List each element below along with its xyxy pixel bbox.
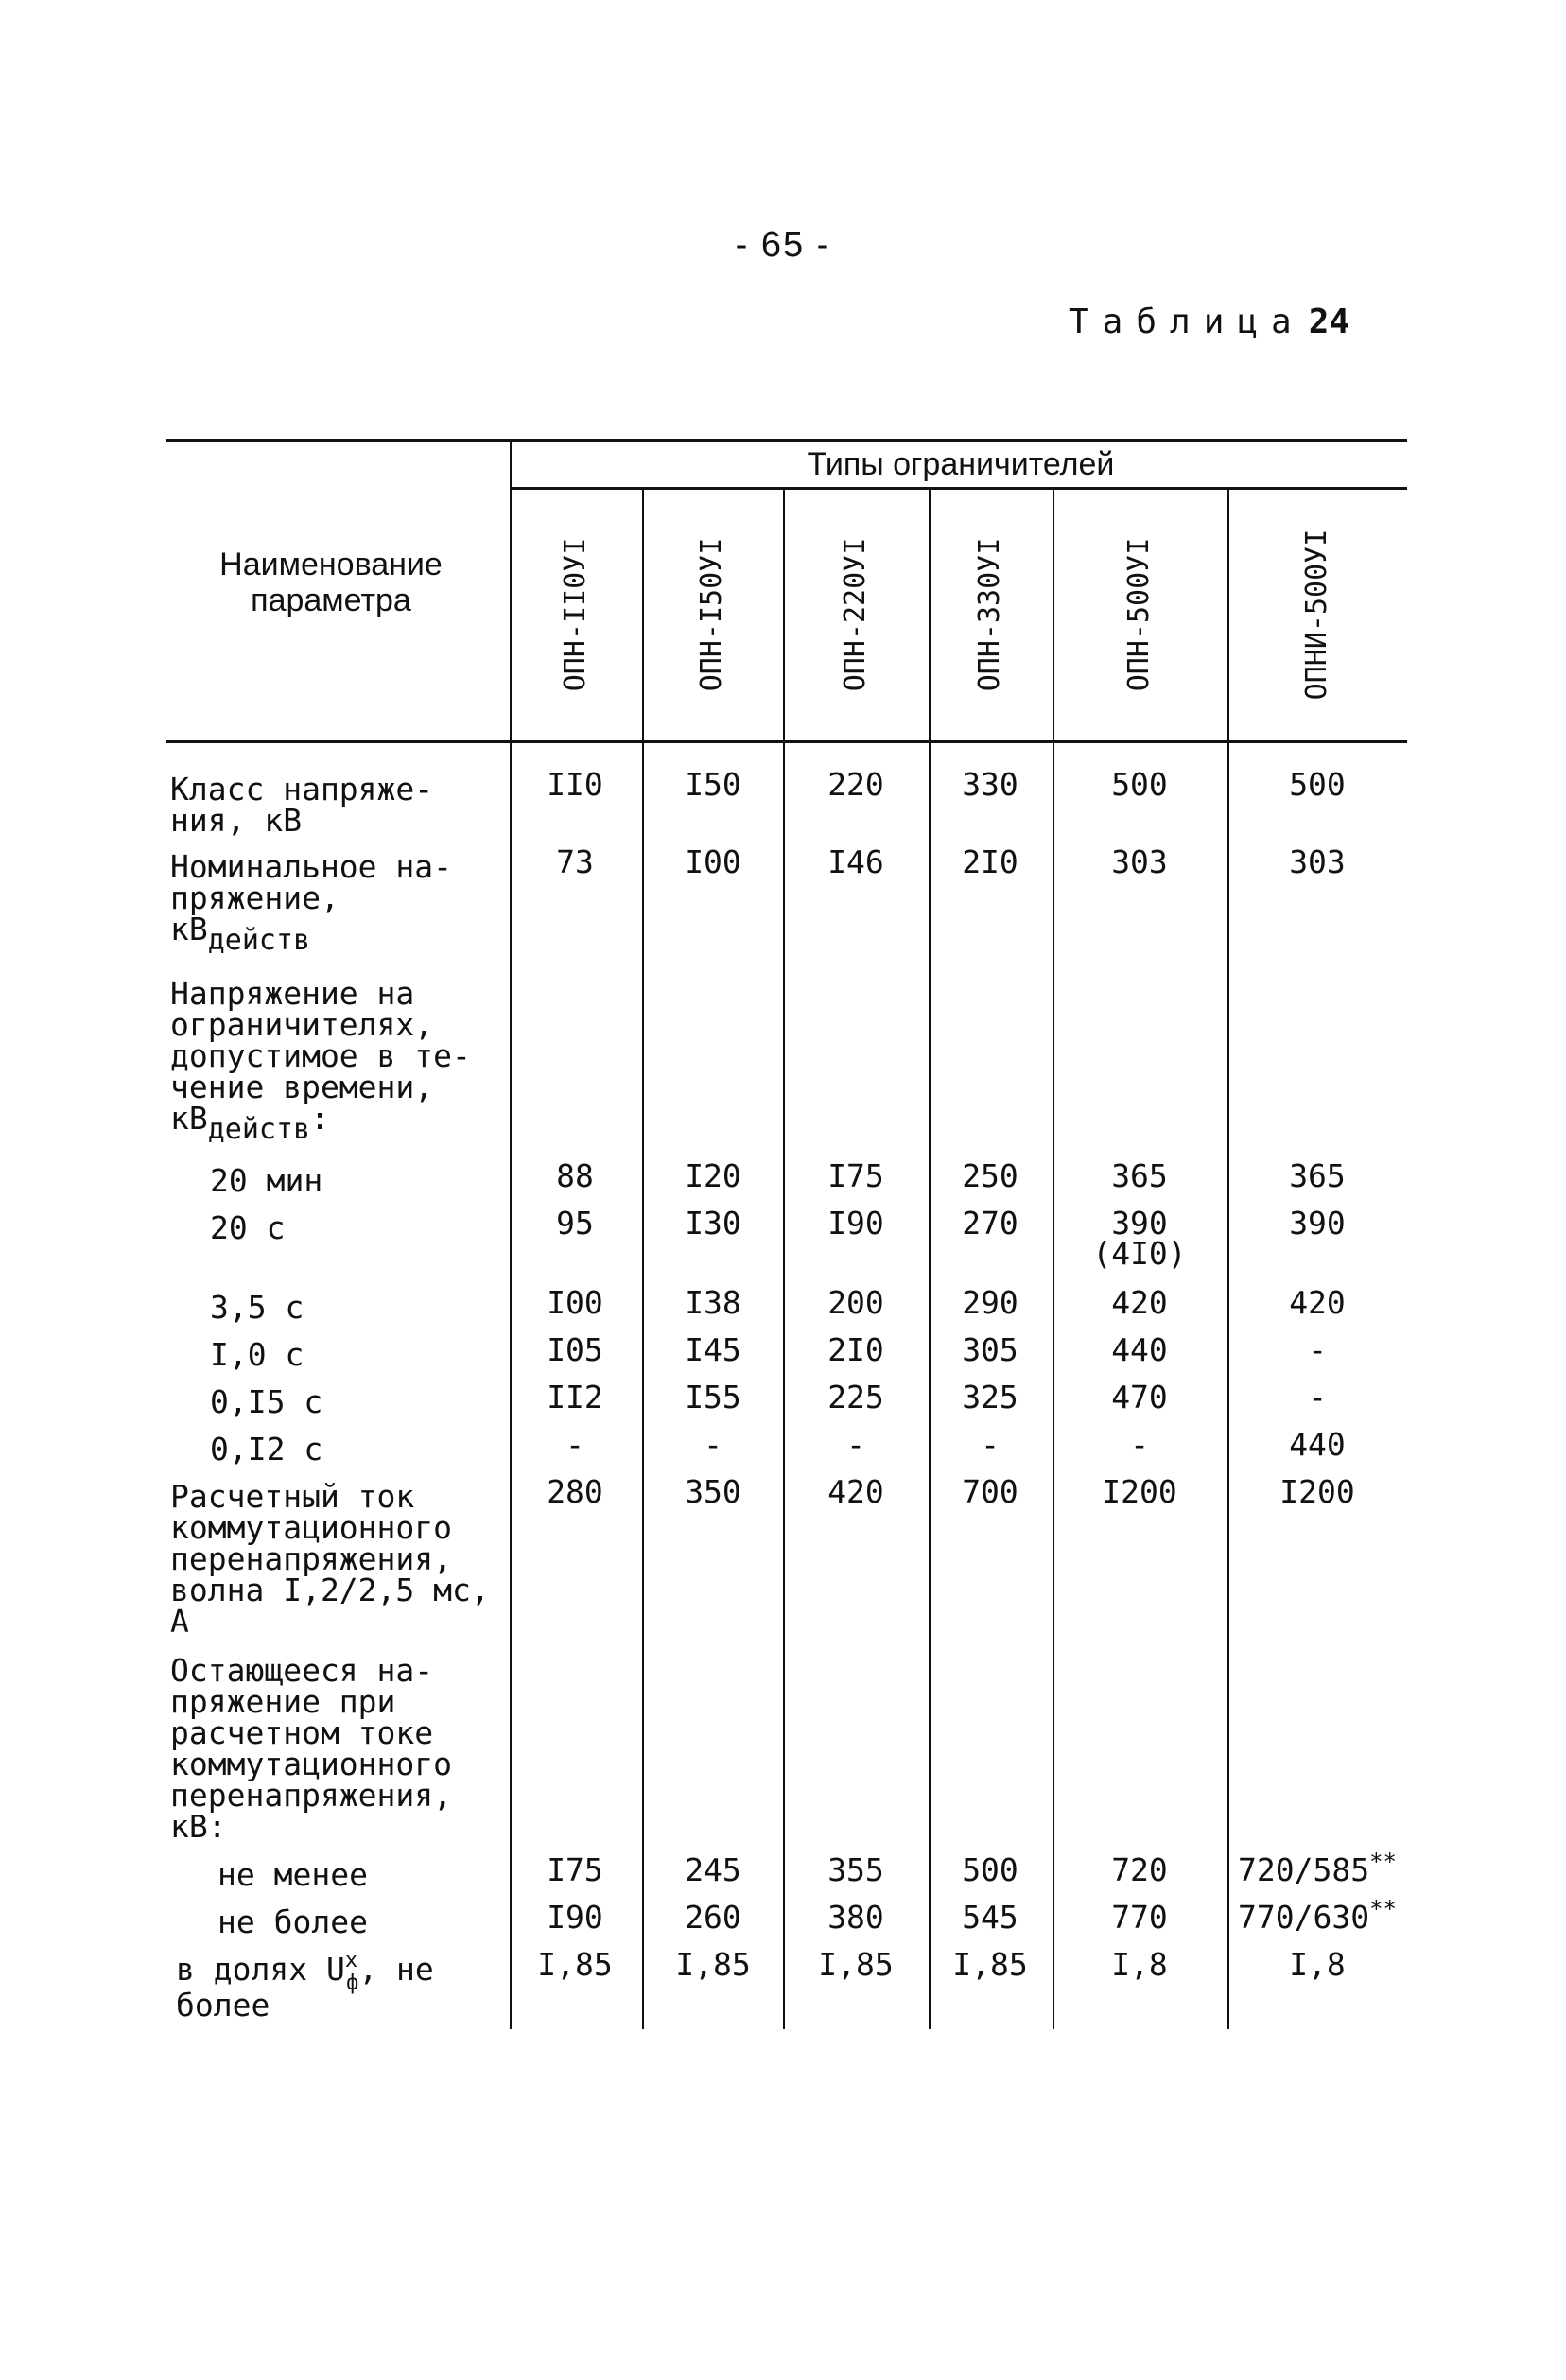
table-cell: I30 bbox=[685, 1205, 741, 1242]
row-label-text: Напряжение на ограничителях, допустимое в те- чение времени, кВ bbox=[170, 975, 471, 1137]
table-cell: 390 bbox=[1289, 1205, 1346, 1242]
table-cell: I,8 bbox=[1111, 1946, 1168, 1983]
row-label bbox=[170, 975, 511, 1146]
row-label-subscript: ф bbox=[346, 1972, 359, 1995]
table-cell: I90 bbox=[547, 1899, 603, 1936]
row-label: не менее bbox=[218, 1856, 368, 1893]
table-cell: I,85 bbox=[818, 1946, 894, 1983]
table-cell: I75 bbox=[547, 1851, 603, 1888]
table-cell: I20 bbox=[685, 1157, 741, 1194]
table-cell: 500 bbox=[962, 1851, 1018, 1888]
table-cell: - bbox=[566, 1426, 584, 1463]
table-cell: - bbox=[1308, 1331, 1327, 1368]
row-label-text: Номинальное на- пряжение, кВ bbox=[170, 848, 453, 947]
table-cell: 260 bbox=[685, 1899, 741, 1936]
row-label: Расчетный ток коммутационного перенапряжения, волна I,2/2,5 мс, А bbox=[170, 1478, 490, 1640]
table-cell: 500 bbox=[1289, 766, 1346, 803]
table-cell: 420 bbox=[1111, 1284, 1168, 1321]
row-label: Класс напряже- ния, кВ bbox=[170, 771, 434, 839]
row-label bbox=[176, 1949, 516, 2024]
parameter-column-header: Наименование параметра bbox=[219, 547, 443, 618]
table-cell: 380 bbox=[827, 1899, 884, 1936]
table-top-rule bbox=[166, 439, 1407, 442]
table-cell: 440 bbox=[1289, 1426, 1346, 1463]
row-label-suffix: : bbox=[310, 1100, 329, 1137]
table-cell: 365 bbox=[1289, 1157, 1346, 1194]
table-cell: I05 bbox=[547, 1331, 603, 1368]
column-header: ОПНИ-500УI bbox=[1300, 529, 1333, 701]
row-label-subscript: действ bbox=[207, 924, 311, 957]
column-header: ОПН-330УI bbox=[973, 537, 1006, 692]
table-cell: I45 bbox=[685, 1331, 741, 1368]
column-divider bbox=[783, 489, 785, 2029]
table-cell: II2 bbox=[547, 1379, 603, 1416]
column-divider bbox=[1053, 489, 1054, 2029]
column-divider bbox=[929, 489, 931, 2029]
page-number: - 65 - bbox=[735, 225, 831, 265]
row-label: 3,5 с bbox=[210, 1289, 304, 1326]
table-cell: I200 bbox=[1279, 1473, 1355, 1510]
table-cell: I75 bbox=[827, 1157, 884, 1194]
table-cell: - bbox=[704, 1426, 722, 1463]
table-cell: 305 bbox=[962, 1331, 1018, 1368]
column-header: ОПН-500УI bbox=[1122, 537, 1156, 692]
table-cell: 770/630** bbox=[1238, 1896, 1397, 1936]
table-cell: 2I0 bbox=[962, 843, 1018, 880]
table-cell: 330 bbox=[962, 766, 1018, 803]
row-label: 20 мин bbox=[210, 1162, 323, 1199]
table-cell: I00 bbox=[685, 843, 741, 880]
table-caption bbox=[1069, 303, 1349, 341]
table-caption-number: 24 bbox=[1308, 303, 1350, 341]
table-cell: 720 bbox=[1111, 1851, 1168, 1888]
row-label: 20 с bbox=[210, 1209, 286, 1246]
table-cell: I55 bbox=[685, 1379, 741, 1416]
row-label bbox=[170, 848, 511, 957]
table-cell: II0 bbox=[547, 766, 603, 803]
header-bottom-rule bbox=[166, 740, 1407, 743]
table-cell: I38 bbox=[685, 1284, 741, 1321]
table-cell: 88 bbox=[556, 1157, 594, 1194]
table-cell: 700 bbox=[962, 1473, 1018, 1510]
footnote-mark: ** bbox=[1369, 1849, 1397, 1875]
table-cell: 225 bbox=[827, 1379, 884, 1416]
table-cell: - bbox=[846, 1426, 865, 1463]
table-cell: 350 bbox=[685, 1473, 741, 1510]
table-cell: 280 bbox=[547, 1473, 603, 1510]
table-cell: I200 bbox=[1102, 1473, 1177, 1510]
group-header-rule bbox=[511, 487, 1407, 490]
table-cell: 2I0 bbox=[827, 1331, 884, 1368]
row-label: 0,I5 с bbox=[210, 1383, 323, 1420]
table-cell: 270 bbox=[962, 1205, 1018, 1242]
table-cell: 545 bbox=[962, 1899, 1018, 1936]
row-label-subscript: действ bbox=[207, 1113, 311, 1146]
table-cell: 720/585** bbox=[1238, 1849, 1397, 1888]
table-cell: I46 bbox=[827, 843, 884, 880]
table-cell: 245 bbox=[685, 1851, 741, 1888]
table-cell: 290 bbox=[962, 1284, 1018, 1321]
table-cell: 303 bbox=[1111, 843, 1168, 880]
table-cell: I,85 bbox=[537, 1946, 613, 1983]
row-label: I,0 с bbox=[210, 1336, 304, 1373]
table-cell: 440 bbox=[1111, 1331, 1168, 1368]
row-label-tail: , не более bbox=[176, 1951, 434, 2024]
table-cell: I50 bbox=[685, 766, 741, 803]
table-cell: - bbox=[981, 1426, 1000, 1463]
table-cell: 420 bbox=[827, 1473, 884, 1510]
column-divider bbox=[642, 489, 644, 2029]
row-label: не более bbox=[218, 1903, 368, 1940]
table-cell: 355 bbox=[827, 1851, 884, 1888]
table-cell: 390 (4I0) bbox=[1092, 1205, 1187, 1272]
table-cell: 200 bbox=[827, 1284, 884, 1321]
table-cell: 500 bbox=[1111, 766, 1168, 803]
table-caption-word: Таблица bbox=[1069, 303, 1305, 341]
table-cell: I,8 bbox=[1289, 1946, 1346, 1983]
row-label-superscript: x bbox=[344, 1949, 358, 1972]
table-cell: 95 bbox=[556, 1205, 594, 1242]
table-cell: 325 bbox=[962, 1379, 1018, 1416]
table-cell: I,85 bbox=[952, 1946, 1028, 1983]
table-cell: 73 bbox=[556, 843, 594, 880]
table-cell: I90 bbox=[827, 1205, 884, 1242]
table-cell: I,85 bbox=[675, 1946, 751, 1983]
table-cell: 770 bbox=[1111, 1899, 1168, 1936]
group-header: Типы ограничителей bbox=[807, 446, 1115, 482]
table-cell: - bbox=[1308, 1379, 1327, 1416]
table-cell: 365 bbox=[1111, 1157, 1168, 1194]
table-cell: 250 bbox=[962, 1157, 1018, 1194]
table-cell: 420 bbox=[1289, 1284, 1346, 1321]
column-header: ОПН-II0УI bbox=[559, 537, 592, 692]
row-label: 0,I2 с bbox=[210, 1431, 323, 1468]
table-cell: 303 bbox=[1289, 843, 1346, 880]
table-cell: 470 bbox=[1111, 1379, 1168, 1416]
table-cell: I00 bbox=[547, 1284, 603, 1321]
column-divider bbox=[1227, 489, 1229, 2029]
column-header: ОПН-I50УI bbox=[695, 537, 728, 692]
table-cell: - bbox=[1130, 1426, 1149, 1463]
column-header: ОПН-220УI bbox=[839, 537, 872, 692]
footnote-mark: ** bbox=[1369, 1896, 1397, 1922]
table-cell: 220 bbox=[827, 766, 884, 803]
row-label-text: в долях U bbox=[176, 1951, 345, 1988]
row-label: Остающееся на- пряжение при расчетном токе коммутационного перенапряжения, кВ: bbox=[170, 1652, 453, 1845]
